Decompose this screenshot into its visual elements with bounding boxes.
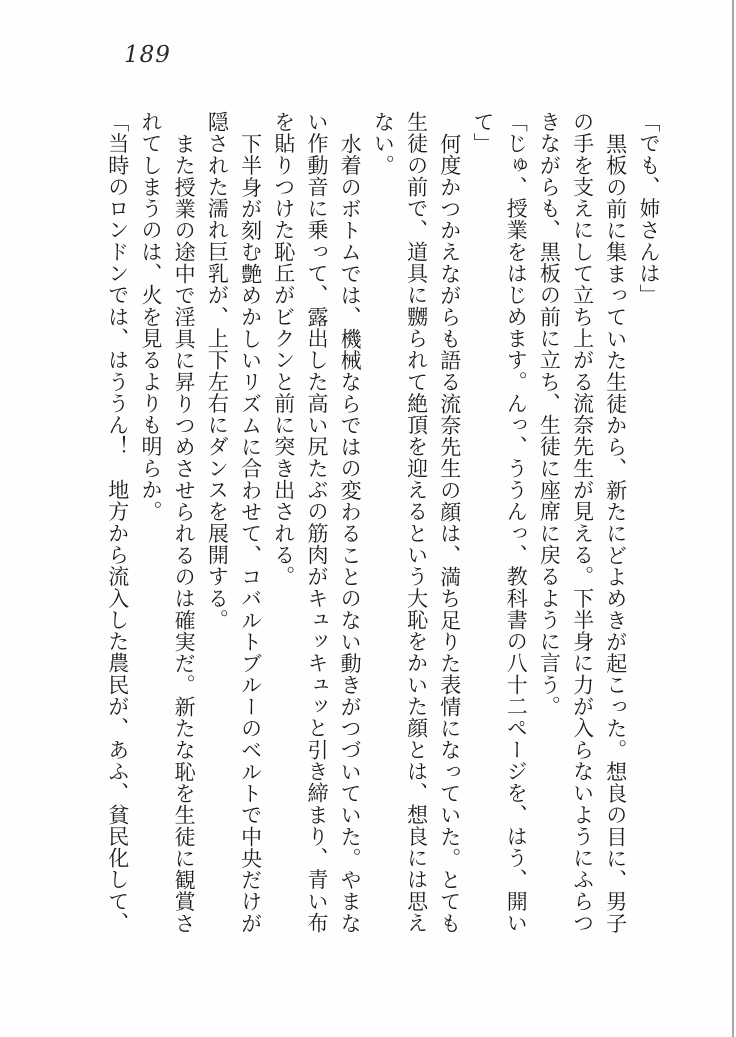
page-text-block	[97, 111, 665, 937]
paragraph-dialogue: 「じゅ、授業をはじめます。んっ、ううんっ、教科書の八十二ページを、はう、開いて」	[470, 111, 529, 934]
page-edge-line	[732, 0, 734, 1037]
paragraph-narration: 下半身が刻む艶めかしいリズムに合わせて、コバルトブルーのベルトで中央だけが隠された濡れ巨乳が、上下左右にダンスを展開する。	[205, 111, 263, 935]
paragraph-narration: 水着のボトムでは、機械ならではの変わることのない動きがつづいていた。やまない作動音に乗って、露出した高い尻たぶの筋肉がキュッキュッと引き締まり、青い布を貼りつけた恥丘がビクンと前に突き出される。	[271, 111, 363, 935]
paragraph-narration: 黒板の前に集まっていた生徒から、新たにどよめきが起こった。想良の目に、男子の手を支えにして立ち上がる流奈先生が見える。下半身に力が入らないようにふらつきながらも、黒板の前に立ち、生徒に座席に戻るように言う。	[537, 111, 628, 935]
paragraph-dialogue: 「でも、姉さんは」	[637, 111, 661, 306]
page-number: 189	[124, 42, 171, 68]
paragraph-narration: 何度かつかえながらも語る流奈先生の顔は、満ち足りた表情になっていた。とても生徒の前で、道具に嬲られて絶頂を迎えるという大恥をかいた顔とは、想良には思えない。	[371, 111, 462, 935]
paragraph-narration: また授業の途中で淫具に昇りつめさせられるのは確実だ。新たな恥を生徒に観賞されてしまうのは、火を見るよりも明らか。	[138, 111, 197, 935]
paragraph-dialogue: 「当時のロンドンでは、はううん！ 地方から流入した農民が、あふ、貧民化して、	[105, 111, 130, 934]
